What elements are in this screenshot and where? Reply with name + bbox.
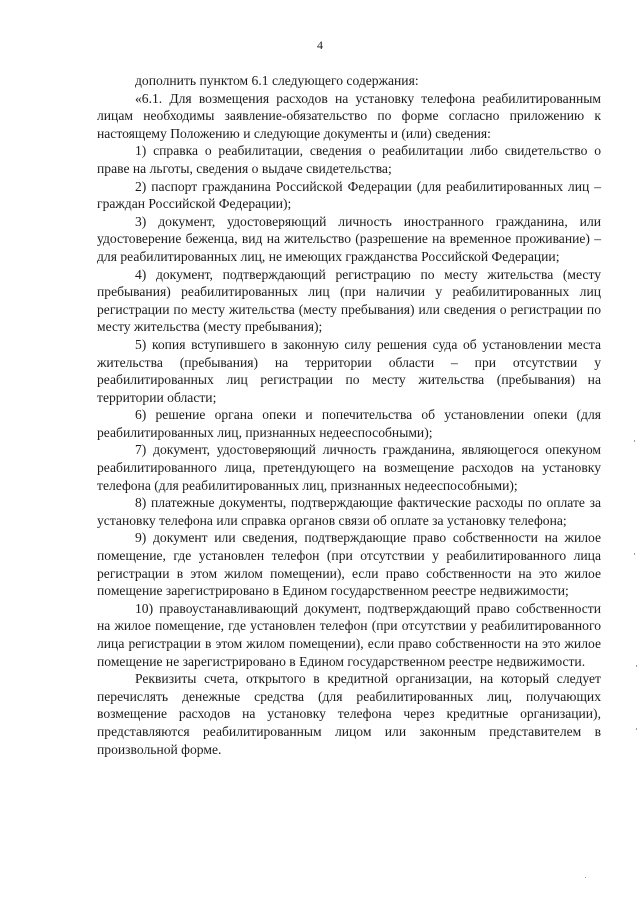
scan-edge-mark bbox=[634, 440, 635, 442]
list-item-1: 1) справка о реабилитации, сведения о реабилитации либо свидетельство о праве на льготы, сведения о выдаче свидетельства; bbox=[97, 143, 601, 176]
list-item-7: 7) документ, удостоверяющий личность гражданина, являющегося опекуном реабилитированного лица, претендующего на возмещение расходов на установку телефона (для реабилитированных лиц, признанных недееспособными); bbox=[97, 442, 601, 493]
list-item-9: 9) документ или сведения, подтверждающие право собственности на жилое помещение, где установлен телефон (при отсутствии у реабилитированного лица регистрации в этом жилом помещении), если право собственности на это жилое помещение зарегистрировано в Едином государственном реестре недвижимости; bbox=[97, 530, 601, 599]
list-item-4: 4) документ, подтверждающий регистрацию по месту жительства (месту пребывания) реабилитированных лиц (при наличии у реабилитированных лиц регистрации по месту жительства (месту пребывания) или сведения о регистрации по месту жительства (месту пребывания); bbox=[97, 266, 601, 335]
clause-6-1-paragraph: «6.1. Для возмещения расходов на установку телефона реабилитированным лицам необходимы заявление-обязательство по форме согласно приложению к настоящему Положению и следующие документы и (или) сведения: bbox=[97, 90, 601, 141]
list-item-10: 10) правоустанавливающий документ, подтверждающий право собственности на жилое помещение, где установлен телефон (при отсутствии у реабилитированного лица регистрации в этом жилом помещении), если право собственности на это жилое помещение не зарегистрировано в Едином государственном реестре недвижимости. bbox=[97, 600, 601, 669]
scan-edge-mark bbox=[634, 553, 635, 555]
list-item-5: 5) копия вступившего в законную силу решения суда об установлении места жительства (пребывания) на территории области – при отсутствии у реабилитированных лиц регистрации по месту жительства (пребывания) на территории области; bbox=[97, 336, 601, 405]
scan-edge-mark bbox=[636, 665, 637, 667]
page-number: 4 bbox=[317, 38, 323, 52]
list-item-3: 3) документ, удостоверяющий личность иностранного гражданина, или удостоверение беженца, вид на жительство (разрешение на временное проживание) – для реабилитированных лиц, не имеющих гражданства Российской Федерации; bbox=[97, 213, 601, 264]
list-item-2: 2) паспорт гражданина Российской Федерации (для реабилитированных лиц – граждан Российской Федерации); bbox=[97, 178, 601, 212]
scan-edge-mark bbox=[636, 728, 637, 730]
document-body bbox=[97, 72, 601, 758]
bank-details-paragraph: Реквизиты счета, открытого в кредитной организации, на который следует перечислять денежные средства (для реабилитированных лиц, получающих возмещение расходов на установку телефона через кредитные организации), представляются реабилитированным лицом или законным представителем в произвольной форме. bbox=[97, 671, 601, 757]
list-item-6: 6) решение органа опеки и попечительства об установлении опеки (для реабилитированных лиц, признанных недееспособными); bbox=[97, 407, 601, 440]
scan-edge-mark bbox=[585, 877, 586, 878]
intro-paragraph: дополнить пунктом 6.1 следующего содержания: bbox=[135, 73, 419, 88]
list-item-8: 8) платежные документы, подтверждающие фактические расходы по оплате за установку телефона или справка органов связи об оплате за установку телефона; bbox=[97, 495, 601, 528]
